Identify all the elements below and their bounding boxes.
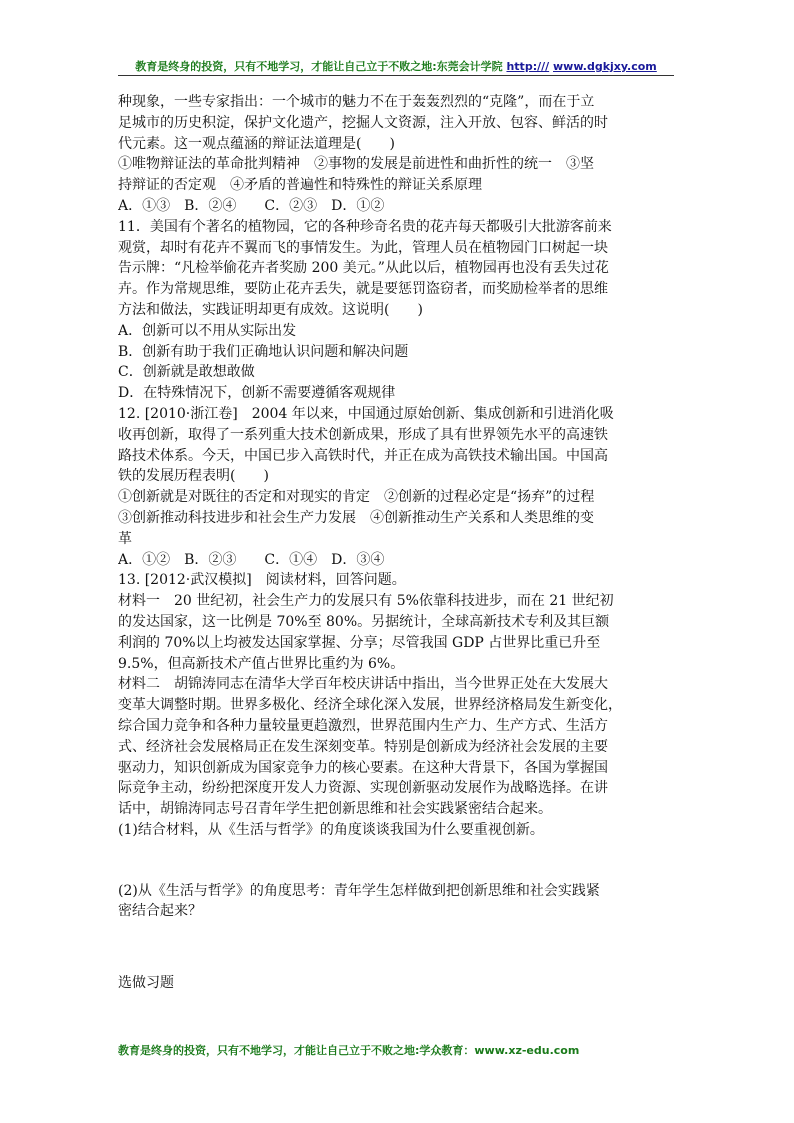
page-header [118,58,674,74]
text-line: 路技术体系。今天，中国已步入高铁时代，并正在成为高铁技术输出国。中国高 [118,447,608,464]
text-line: 变革大调整时期。世界多极化、经济全球化深入发展，世界经济格局发生新变化， [118,697,622,714]
document-body [118,92,678,994]
text-line: 的发达国家，这一比例是 70%至 80%。另据统计，全球高新技术专利及其巨额 [118,613,610,630]
question-2-block [118,881,678,923]
text-line: A．①② B．②③ C．①④ D．③④ [118,551,385,568]
text-line: (2)从《生活与哲学》的角度思考：青年学生怎样做到把创新思维和社会实践紧 [118,882,600,899]
text-line: 12. [2010·浙江卷] 2004 年以来，中国通过原始创新、集成创新和引进消化吸 [118,405,614,422]
answer-space-2 [118,922,678,973]
text-line: 方法和做法，实践证明却更有成效。这说明( ) [118,301,423,318]
header-link-http[interactable]: http:/// [506,60,550,73]
text-line: 材料一 20 世纪初，社会生产力的发展只有 5%依靠科技进步，而在 21 世纪初 [118,593,614,610]
header-divider [118,75,674,76]
text-line: 利润的 70%以上均被发达国家掌握、分享；尽管我国 GDP 占世界比重已升至 [118,634,601,651]
text-line: 13. [2012·武汉模拟] 阅读材料，回答问题。 [118,572,406,589]
text-line: 足城市的历史积淀，保护文化遗产，挖掘人文资源，注入开放、包容、鲜活的时 [118,114,608,131]
text-line: (1)结合材料，从《生活与哲学》的角度谈谈我国为什么要重视创新。 [118,821,544,838]
text-line: 持辩证的否定观 ④矛盾的普遍性和特殊性的辩证关系原理 [118,177,482,194]
text-line: 11．美国有个著名的植物园，它的各种珍奇名贵的花卉每天都吸引大批游客前来 [118,218,612,235]
text-line: A．创新可以不用从实际出发 [118,322,297,339]
text-line: 告示牌：“凡检举偷花卉者奖励 200 美元。”从此以后，植物园再也没有丢失过花 [118,260,609,277]
text-line: B．创新有助于我们正确地认识问题和解决问题 [118,343,409,360]
header-link-site[interactable]: www.dgkjxy.com [553,60,657,73]
section-title: 选做习题 [118,975,174,992]
text-line: D．在特殊情况下，创新不需要遵循客观规律 [118,385,396,402]
text-line: C．创新就是敢想敢做 [118,364,255,381]
text-line: 驱动力，知识创新成为国家竞争力的核心要素。在这种大背景下，各国为掌握国 [118,759,608,776]
text-line: 密结合起来？ [118,903,202,920]
page-footer: 教育是终身的投资，只有不地学习，才能让自己立于不败之地:学众教育：www.xz-edu.com [118,1044,580,1057]
text-line: 9.5%，但高新技术产值占世界比重约为 6%。 [118,655,405,672]
header-text: 教育是终身的投资，只有不地学习，才能让自己立于不败之地:东莞会计学院 [135,60,503,73]
text-line: 材料二 胡锦涛同志在清华大学百年校庆讲话中指出，当今世界正处在大发展大 [118,676,608,693]
text-line: 种现象，一些专家指出：一个城市的魅力不在于轰轰烈烈的“克隆”，而在于立 [118,94,595,110]
text-line: 铁的发展历程表明( ) [118,468,269,485]
text-line: 际竞争主动，纷纷把深度开发人力资源、实现创新驱动发展作为战略选择。在讲 [118,780,608,797]
answer-space-1 [118,841,678,881]
text-line: ①创新就是对既往的否定和对现实的肯定 ②创新的过程必定是“扬弃”的过程 [118,489,595,506]
text-line: ①唯物辩证法的革命批判精神 ②事物的发展是前进性和曲折性的统一 ③坚 [118,156,594,173]
text-line: 卉。作为常规思维，要防止花卉丢失，就是要惩罚盗窃者，而奖励检举者的思维 [118,281,608,298]
question-text-block [118,92,678,841]
text-line: 综合国力竞争和各种力量较量更趋激烈，世界范围内生产力、生产方式、生活方 [118,717,608,734]
text-line: A．①③ B．②④ C．②③ D．①② [118,197,385,214]
text-line: 式、经济社会发展格局正在发生深刻变革。特别是创新成为经济社会发展的主要 [118,738,608,755]
text-line: 观赏，却时有花卉不翼而飞的事情发生。为此，管理人员在植物园门口树起一块 [118,239,608,256]
text-line: 话中，胡锦涛同志号召青年学生把创新思维和社会实践紧密结合起来。 [118,801,552,818]
text-line: 革 [118,530,132,547]
text-line: ③创新推动科技进步和社会生产力发展 ④创新推动生产关系和人类思维的变 [118,509,594,526]
text-line: 代元素。这一观点蕴涵的辩证法道理是( ) [118,135,395,152]
text-line: 收再创新，取得了一系列重大技术创新成果，形成了具有世界领先水平的高速铁 [118,426,608,443]
